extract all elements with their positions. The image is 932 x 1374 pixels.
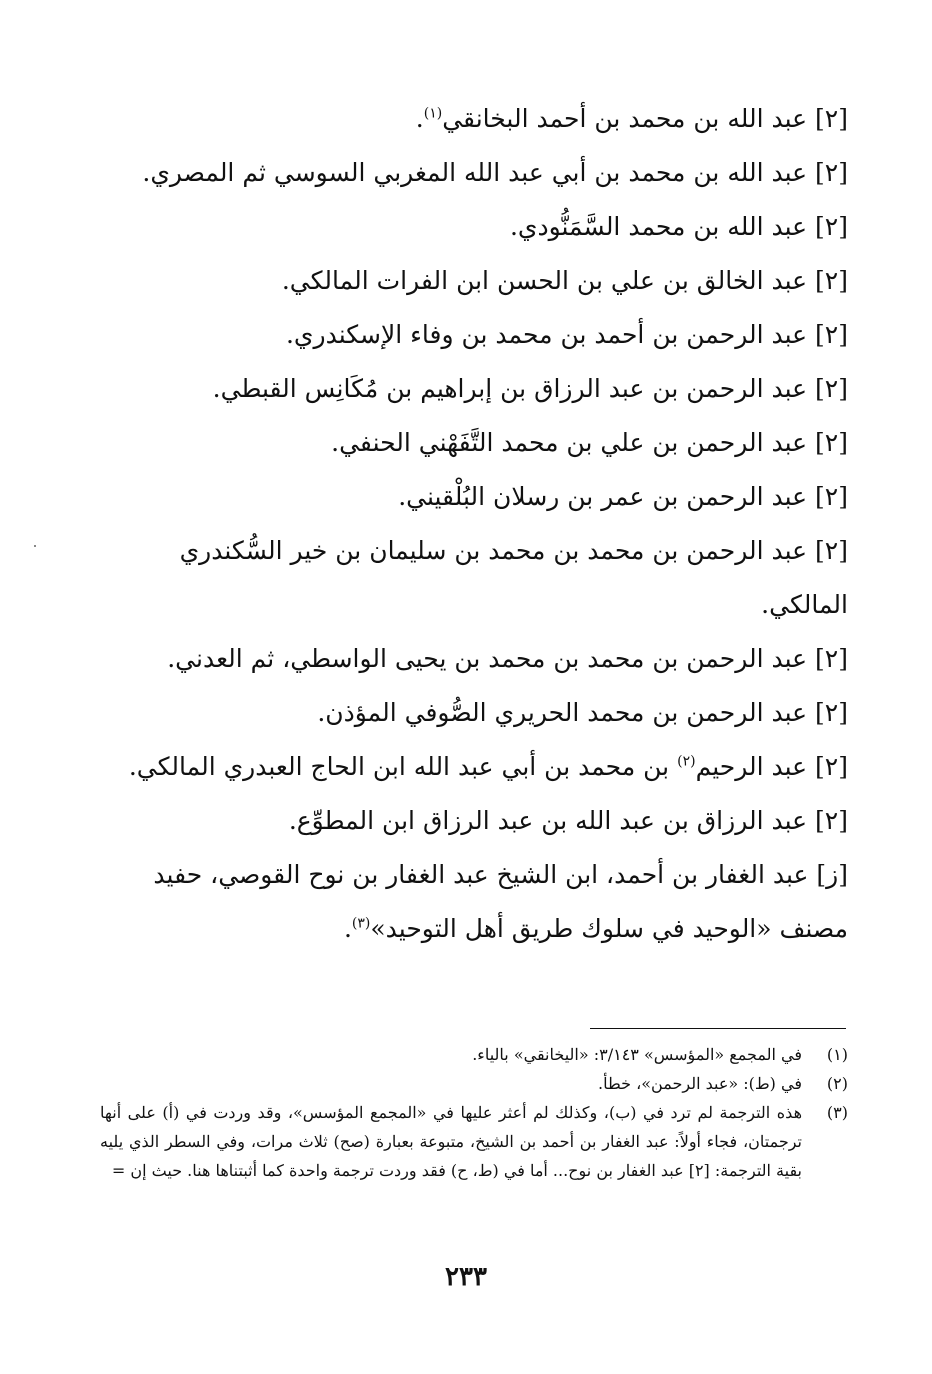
- footnote-divider: [590, 1028, 846, 1029]
- entry: [٢] عبد الرحمن بن محمد الحريري الصُّوفي المؤذن.: [317, 698, 848, 727]
- entry: [٢] عبد الرحمن بن عبد الرزاق بن إبراهيم بن مُكَانِس القبطي.: [212, 374, 848, 403]
- entry: [٢] عبد الرحمن بن علي بن محمد التَّفَهْني الحنفي.: [331, 428, 848, 457]
- entry: [٢] عبد الخالق بن علي بن الحسن ابن الفرات المالكي.: [281, 266, 848, 295]
- entry: [٢] عبد الرزاق بن عبد الله بن عبد الرزاق ابن المطوِّع.: [288, 806, 848, 835]
- page-number: ٢٣٣: [445, 1262, 487, 1292]
- footnote-text: في المجمع «المؤسس» ٣/١٤٣: «اليخانقي» بالياء.: [472, 1045, 802, 1064]
- footnote-text: هذه الترجمة لم ترد في (ب)، وكذلك لم أعثر عليها في «المجمع المؤسس»، وقد وردت في (أ) على أنها ترجمتان، فجاء أولاً: عبد الغفار بن أحمد بن الشيخ، متبوعة بعبارة (صح) ثلاث مرات، وفي السطر الذي يليه بقية الترجمة: [٢] عبد الغفار بن نوح... أما في (ط، ح) فقد وردت ترجمة واحدة كما أثبتناها هنا. حيث إن =: [100, 1103, 802, 1180]
- entry: [٢] عبد الرحمن بن عمر بن رسلان البُلْقيني.: [398, 482, 848, 511]
- entry: [٢] عبد الله بن محمد بن أحمد البخانقي$^{(١)}$.: [415, 104, 848, 133]
- entry: [٢] عبد الرحمن بن محمد بن محمد بن يحيى الواسطي، ثم العدني.: [167, 644, 848, 673]
- footnote: [100, 1098, 848, 1185]
- footnote-text: في (ط): «عبد الرحمن»، خطأ.: [598, 1074, 802, 1093]
- footnote: [100, 1040, 848, 1069]
- entry: [٢] عبد الله بن محمد السَّمَنُّودي.: [509, 212, 848, 241]
- entry: [٢] عبد الرحيم$^{(٢)}$ بن محمد بن أبي عبد الله ابن الحاج العبدري المالكي.: [128, 752, 848, 781]
- footnote-number: (٢): [826, 1074, 848, 1093]
- footnotes: [100, 1040, 848, 1185]
- footnote-ref[interactable]: (٣): [351, 915, 371, 932]
- entry: [٢] عبد الرحمن بن محمد بن محمد بن سليمان بن خير السُّكندري المالكي.: [179, 536, 848, 619]
- footnote-ref[interactable]: (٢): [677, 753, 696, 770]
- entry: [٢] عبد الله بن محمد بن أبي عبد الله المغربي السوسي ثم المصري.: [142, 158, 848, 187]
- footnote-number: (١): [826, 1045, 848, 1064]
- scan-speck: [34, 545, 36, 547]
- footnote-ref[interactable]: (١): [423, 105, 443, 122]
- entry: [ز] عبد الغفار بن أحمد، ابن الشيخ عبد الغفار بن نوح القوصي، حفيد مصنف «الوحيد في سلوك طريق أهل التوحيد»$^{(٣)}$.: [153, 860, 848, 943]
- entry: [٢] عبد الرحمن بن أحمد بن محمد بن وفاء الإسكندري.: [285, 320, 848, 349]
- footnote: [100, 1069, 848, 1098]
- footnote-number: (٣): [826, 1103, 848, 1122]
- entries-list: [100, 92, 848, 956]
